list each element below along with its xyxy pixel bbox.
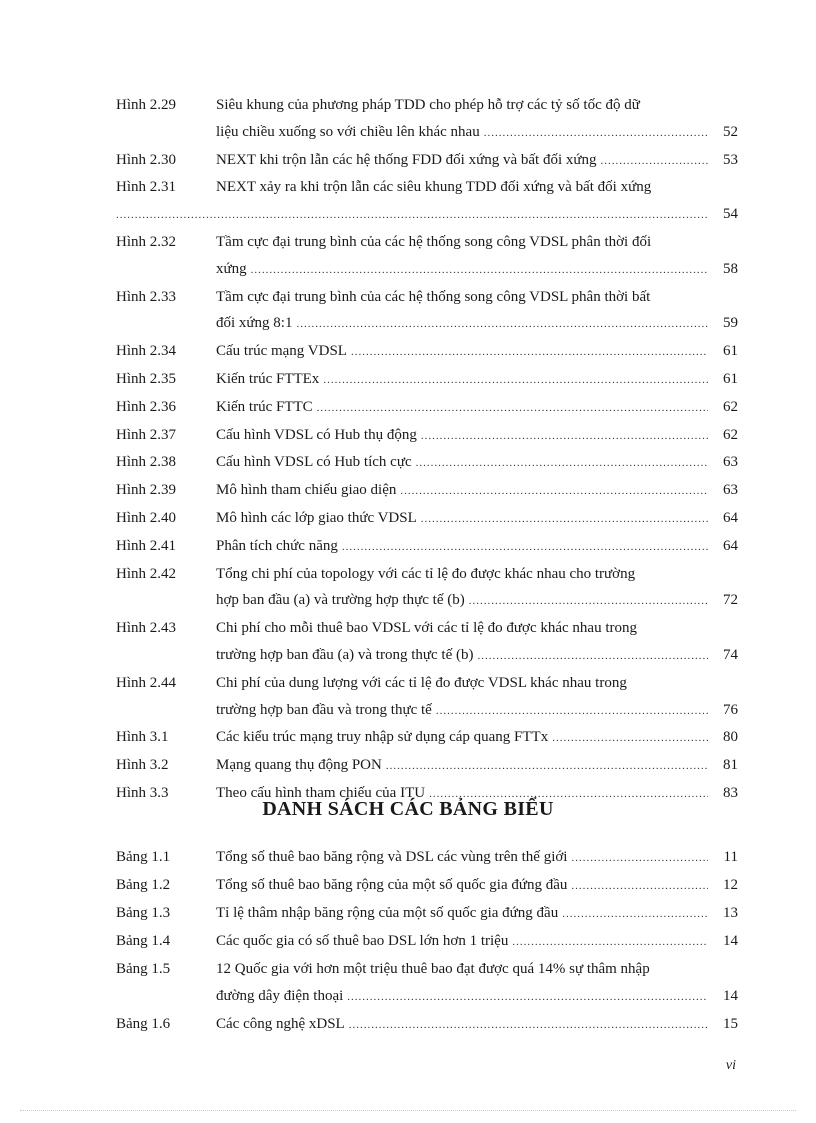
dot-leader — [342, 534, 708, 561]
table-entry — [116, 1011, 738, 1039]
dot-leader — [552, 725, 708, 752]
dot-leader — [421, 423, 708, 450]
dot-leader — [421, 506, 708, 533]
figure-title-line: trường hợp ban đầu (a) và trong thực tế (b) — [216, 646, 474, 663]
figure-title-line: Mô hình tham chiếu giao diện — [216, 482, 397, 499]
figure-title-line: Cấu trúc mạng VDSL — [216, 343, 347, 360]
figure-entry — [116, 394, 738, 422]
figure-page-number: 52 — [723, 123, 738, 140]
figure-title-line: Kiến trúc FTTEx — [216, 370, 320, 387]
figure-label: Hình 3.3 — [116, 784, 169, 801]
table-page-number: 11 — [723, 849, 738, 865]
dot-leader — [416, 450, 708, 477]
table-title-line: Tổng số thuê bao băng rộng và DSL các vùng trên thế giới — [216, 849, 568, 865]
figure-entry — [116, 338, 738, 366]
figure-title-line: xứng — [216, 260, 247, 277]
figure-page-number: 62 — [723, 426, 738, 443]
figure-entry — [116, 174, 738, 229]
figure-label: Hình 2.40 — [116, 509, 176, 526]
figure-title-line: Mạng quang thụ động PON — [216, 757, 382, 774]
table-label: Bảng 1.4 — [116, 933, 171, 949]
table-label: Bảng 1.2 — [116, 877, 171, 893]
figure-label: Hình 2.39 — [116, 482, 176, 499]
figure-entry — [116, 449, 738, 477]
figure-page-number: 54 — [723, 206, 738, 223]
figure-entry — [116, 229, 738, 284]
table-list — [116, 844, 738, 1039]
figure-page-number: 74 — [723, 646, 738, 663]
table-label: Bảng 1.5 — [116, 961, 171, 977]
figure-title-line: Siêu khung của phương pháp TDD cho phép hỗ trợ các tỷ số tốc độ dữ — [216, 97, 640, 113]
table-page-number: 12 — [723, 877, 738, 893]
dot-leader — [562, 901, 708, 928]
dot-leader — [116, 202, 708, 229]
figure-entry — [116, 422, 738, 450]
figure-page-number: 63 — [723, 482, 738, 499]
dot-leader — [251, 257, 708, 284]
figure-label: Hình 2.30 — [116, 151, 176, 168]
figure-page-number: 61 — [723, 370, 738, 387]
figure-page-number: 80 — [723, 729, 738, 746]
figure-label: Hình 2.35 — [116, 370, 176, 387]
figure-title-line: Chi phí cho mỗi thuê bao VDSL với các tỉ lệ đo được khác nhau trong — [216, 620, 637, 637]
figure-entry — [116, 284, 738, 339]
figure-page-number: 61 — [723, 343, 738, 360]
figure-title-line: Cấu hình VDSL có Hub thụ động — [216, 426, 417, 443]
figure-title-line: Chi phí của dung lượng với các tỉ lệ đo được VDSL khác nhau trong — [216, 674, 627, 691]
table-page-number: 13 — [723, 905, 738, 921]
figure-title-line: Mô hình các lớp giao thức VDSL — [216, 509, 417, 526]
figure-page-number: 59 — [723, 315, 738, 332]
table-entry — [116, 956, 738, 1011]
figure-label: Hình 2.31 — [116, 179, 176, 196]
figure-entry — [116, 477, 738, 505]
table-page-number: 15 — [723, 1016, 738, 1032]
figure-title-line: liệu chiều xuống so với chiều lên khác nhau — [216, 123, 480, 140]
figure-title-line: NEXT khi trộn lẫn các hệ thống FDD đối xứng và bất đối xứng — [216, 151, 597, 168]
figure-label: Hình 2.34 — [116, 343, 176, 360]
dot-leader — [601, 148, 708, 175]
figure-list — [116, 92, 738, 808]
dot-leader — [351, 339, 708, 366]
figure-page-number: 72 — [723, 592, 738, 609]
bottom-rule — [20, 1110, 796, 1111]
dot-leader — [386, 753, 708, 780]
table-label: Bảng 1.1 — [116, 849, 171, 865]
figure-title-line: trường hợp ban đầu và trong thực tế — [216, 701, 432, 718]
figure-label: Hình 2.43 — [116, 620, 176, 637]
figure-page-number: 64 — [723, 509, 738, 526]
figure-page-number: 81 — [723, 757, 738, 774]
table-title-line: Các quốc gia có số thuê bao DSL lớn hơn 1 triệu — [216, 933, 509, 949]
figure-title-line: hợp ban đầu (a) và trường hợp thực tế (b) — [216, 592, 465, 609]
dot-leader — [512, 929, 708, 956]
figure-entry — [116, 533, 738, 561]
table-entry — [116, 872, 738, 900]
dot-leader — [347, 984, 708, 1011]
figure-label: Hình 3.1 — [116, 729, 169, 746]
figure-entry — [116, 147, 738, 175]
dot-leader — [349, 1012, 708, 1039]
figure-label: Hình 3.2 — [116, 757, 169, 774]
table-label: Bảng 1.6 — [116, 1016, 171, 1032]
figure-title-line: đối xứng 8:1 — [216, 315, 293, 332]
figure-label: Hình 2.36 — [116, 398, 176, 415]
dot-leader — [317, 395, 708, 422]
table-entry — [116, 928, 738, 956]
figure-entry — [116, 92, 738, 147]
page-number: vi — [725, 1058, 736, 1073]
figure-label: Hình 2.41 — [116, 537, 176, 554]
table-label: Bảng 1.3 — [116, 905, 171, 921]
dot-leader — [477, 643, 708, 670]
figure-page-number: 83 — [723, 784, 738, 801]
figure-entry — [116, 752, 738, 780]
table-title-line: Tỉ lệ thâm nhập băng rộng của một số quốc gia đứng đầu — [216, 905, 559, 921]
dot-leader — [400, 478, 708, 505]
dot-leader — [436, 698, 708, 725]
figure-title-line: Tầm cực đại trung bình của các hệ thống song công VDSL phân thời bất — [216, 288, 651, 305]
table-title-line: Các công nghệ xDSL — [216, 1016, 345, 1032]
table-title-line: 12 Quốc gia với hơn một triệu thuê bao đạt được quá 14% sự thâm nhập — [216, 961, 650, 977]
figure-page-number: 64 — [723, 537, 738, 554]
figure-title-line: Kiến trúc FTTC — [216, 398, 313, 415]
figure-label: Hình 2.37 — [116, 426, 176, 443]
table-title-line: đường dây điện thoại — [216, 988, 344, 1004]
figure-entry — [116, 505, 738, 533]
figure-entry — [116, 561, 738, 616]
figure-page-number: 76 — [723, 701, 738, 718]
table-page-number: 14 — [723, 988, 738, 1004]
figure-title-line: Phân tích chức năng — [216, 537, 338, 554]
figure-title-line: NEXT xảy ra khi trộn lẫn các siêu khung TDD đối xứng và bất đối xứng — [216, 179, 652, 196]
figure-label: Hình 2.38 — [116, 454, 176, 471]
figure-entry — [116, 670, 738, 725]
figure-title-line: Tổng chi phí của topology với các tỉ lệ đo được khác nhau cho trường — [216, 565, 636, 582]
dot-leader — [571, 845, 708, 872]
table-entry — [116, 900, 738, 928]
section-title: DANH SÁCH CÁC BẢNG BIỂU — [262, 798, 554, 820]
table-entry — [116, 844, 738, 872]
figure-title-line: Cấu hình VDSL có Hub tích cực — [216, 454, 412, 471]
dot-leader — [571, 873, 708, 900]
figure-label: Hình 2.32 — [116, 233, 176, 250]
dot-leader — [469, 588, 708, 615]
figure-label: Hình 2.42 — [116, 565, 176, 582]
dot-leader — [484, 120, 708, 147]
table-title-line: Tổng số thuê bao băng rộng của một số quốc gia đứng đầu — [216, 877, 568, 893]
figure-entry — [116, 615, 738, 670]
dot-leader — [296, 311, 708, 338]
figure-entry — [116, 366, 738, 394]
figure-page-number: 58 — [723, 260, 738, 277]
table-page-number: 14 — [723, 933, 738, 949]
figure-label: Hình 2.44 — [116, 674, 176, 691]
figure-page-number: 62 — [723, 398, 738, 415]
figure-title-line: Theo cấu hình tham chiếu của ITU — [216, 784, 426, 801]
figure-entry — [116, 724, 738, 752]
figure-title-line: Tầm cực đại trung bình của các hệ thống song công VDSL phân thời đối — [216, 233, 652, 250]
figure-label: Hình 2.29 — [116, 97, 176, 113]
figure-page-number: 63 — [723, 454, 738, 471]
figure-label: Hình 2.33 — [116, 288, 176, 305]
figure-title-line: Các kiểu trúc mạng truy nhập sử dụng cáp quang FTTx — [216, 729, 549, 746]
figure-page-number: 53 — [723, 151, 738, 168]
dot-leader — [323, 367, 708, 394]
